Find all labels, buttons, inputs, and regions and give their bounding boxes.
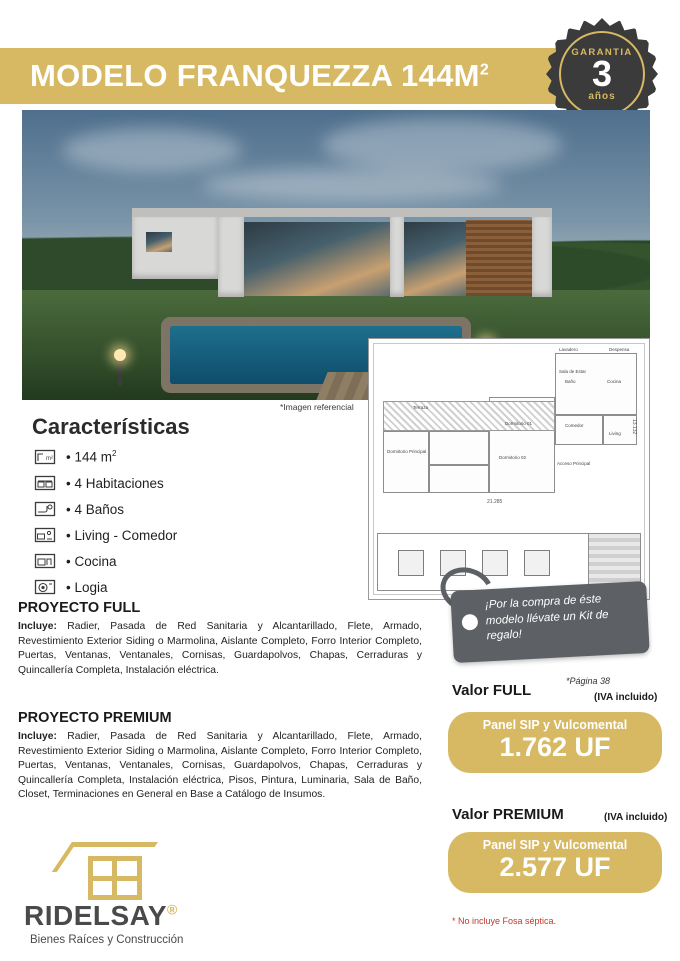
seal-number: 3	[591, 52, 613, 94]
page-title-superscript: 2	[479, 61, 490, 79]
project-full-text: Radier, Pasada de Red Sanitaria y Alcantarillado, Flete, Armado, Revestimiento Exterior Siding o Marmolina, Aislante Completo, Forro Interior Completo, Puertas, Ventanas, Ventanales, Cornisas, Guardapolvos, Chapas, Cerraduras y Quincallería Completa, Instalación eléctrica.	[18, 621, 422, 676]
bathroom-icon	[32, 499, 58, 519]
project-premium-section	[18, 710, 422, 803]
plan-room	[555, 415, 603, 445]
svg-text:m²: m²	[46, 456, 53, 462]
plan-terrace	[383, 401, 555, 431]
floor-plan-drawing	[368, 338, 650, 600]
seal-top-label: GARANTIA	[571, 46, 633, 58]
plan-room-label: Comedor	[565, 423, 584, 428]
house-wood-cladding	[466, 220, 532, 296]
feature-label: • Logia	[66, 579, 108, 595]
feature-row	[32, 548, 332, 574]
cloud-shape	[202, 168, 502, 202]
disclaimer-note: * No incluye Fosa séptica.	[452, 916, 557, 926]
project-premium-includes-label: Incluye:	[18, 731, 57, 742]
feature-row	[32, 574, 332, 600]
feature-row	[32, 496, 332, 522]
plan-room	[429, 431, 489, 465]
plan-dimension-width: 21.285	[487, 499, 503, 505]
price-premium-iva: (IVA incluido)	[604, 812, 668, 823]
cloud-shape	[62, 128, 242, 172]
feature-label: • 4 Baños	[66, 501, 125, 517]
gift-tag-text: ¡Por la compra de éste modelo llévate un Kit de regalo!	[484, 593, 609, 643]
house-left-volume	[132, 217, 218, 279]
feature-label: • Cocina	[66, 553, 117, 569]
plan-room	[429, 465, 489, 493]
plan-room-label: Dormitorio Principal	[387, 449, 427, 454]
bedroom-icon	[32, 473, 58, 493]
plan-room-label: Despensa	[609, 347, 630, 352]
roof-slab	[132, 208, 552, 217]
cloud-shape	[322, 118, 562, 172]
project-full-title: PROYECTO FULL	[18, 600, 141, 616]
price-premium-panel: Panel SIP y Vulcomental	[482, 838, 628, 852]
laundry-icon	[32, 577, 58, 597]
feature-row	[32, 470, 332, 496]
feature-row	[32, 522, 332, 548]
plan-room-label: Acceso Principal	[557, 461, 591, 466]
kitchen-icon	[32, 551, 58, 571]
price-full-iva: (IVA incluido)	[594, 692, 658, 703]
company-logo	[24, 838, 234, 946]
project-premium-title: PROYECTO PREMIUM	[18, 710, 172, 726]
price-premium-amount: 2.577 UF	[499, 852, 611, 882]
price-full-heading: Valor FULL	[452, 682, 532, 699]
plan-room-label: Sala de Estar	[559, 369, 587, 374]
plan-room-label: Terraza	[413, 405, 429, 410]
elevation-window	[482, 550, 508, 576]
project-full-includes-label: Incluye:	[18, 621, 57, 632]
feature-label: • 144 $m^2$	[66, 449, 117, 465]
project-full-section	[18, 600, 422, 678]
seal-inner-ring	[559, 31, 645, 117]
features-list	[32, 444, 332, 600]
house-column	[390, 217, 404, 297]
seal-bottom-label: años	[588, 90, 616, 102]
plan-room	[555, 353, 637, 415]
page-reference: *Página 38	[566, 676, 611, 686]
project-full-body	[18, 620, 422, 678]
price-premium-pill	[448, 832, 662, 893]
plan-room-label: Dormitorio 01	[505, 421, 533, 426]
feature-label: • 4 Habitaciones	[66, 475, 164, 491]
price-premium-heading: Valor PREMIUM	[452, 806, 564, 823]
plan-room-label: Baño	[565, 379, 576, 384]
project-premium-text: Radier, Pasada de Red Sanitaria y Alcantarillado, Flete, Armado, Revestimiento Exterior Siding o Marmolina, Aislante Completo, Forro Interior Completo, Puertas, Ventanas, Ventanales, Cornisas, Guardapolvos, Chapas, Cerraduras y Quincallería Completa, Instalación eléctrica, Pisos, Pintura, Luminaria, Sala de Baño, Closet, Terminaciones en General en Base a Catálogo de Insumos.	[18, 731, 422, 801]
plan-room-label: Lavadero	[559, 347, 578, 352]
elevation-window	[524, 550, 550, 576]
price-full-panel: Panel SIP y Vulcomental	[482, 718, 628, 732]
house-right-volume	[532, 217, 552, 297]
project-premium-body	[18, 730, 422, 803]
plan-room-label: Dormitorio 02	[499, 455, 527, 460]
garden-lamp	[118, 356, 122, 386]
page-title-text: MODELO FRANQUEZZA 144M	[30, 58, 480, 93]
plan-room	[383, 431, 429, 493]
plan-room-label: Cocina	[607, 379, 622, 384]
features-title: Características	[32, 414, 190, 439]
hero-image-note: *Imagen referencial	[280, 402, 354, 412]
tag-hole	[461, 614, 478, 631]
plan-dimension-height: 13.132	[631, 419, 637, 435]
feature-row	[32, 444, 332, 470]
house-column	[218, 217, 244, 297]
house-center-glazing	[244, 222, 392, 296]
page-title	[30, 58, 489, 94]
plan-room-label: Living	[609, 431, 621, 436]
house-left-window	[146, 232, 172, 252]
logo-window-mullion-horizontal	[88, 876, 142, 881]
area-icon	[32, 447, 58, 467]
feature-label: • Living - Comedor	[66, 527, 178, 543]
house-building	[132, 208, 552, 306]
price-full-amount: 1.762 UF	[499, 732, 611, 762]
logo-house-icon	[72, 838, 158, 900]
gift-tag	[450, 581, 649, 663]
livingroom-icon	[32, 525, 58, 545]
house-right-glazing	[404, 222, 466, 296]
price-full-pill	[448, 712, 662, 773]
logo-wordmark: RIDELSAY®	[24, 900, 178, 931]
logo-tagline: Bienes Raíces y Construcción	[30, 934, 184, 946]
elevation-window	[398, 550, 424, 576]
